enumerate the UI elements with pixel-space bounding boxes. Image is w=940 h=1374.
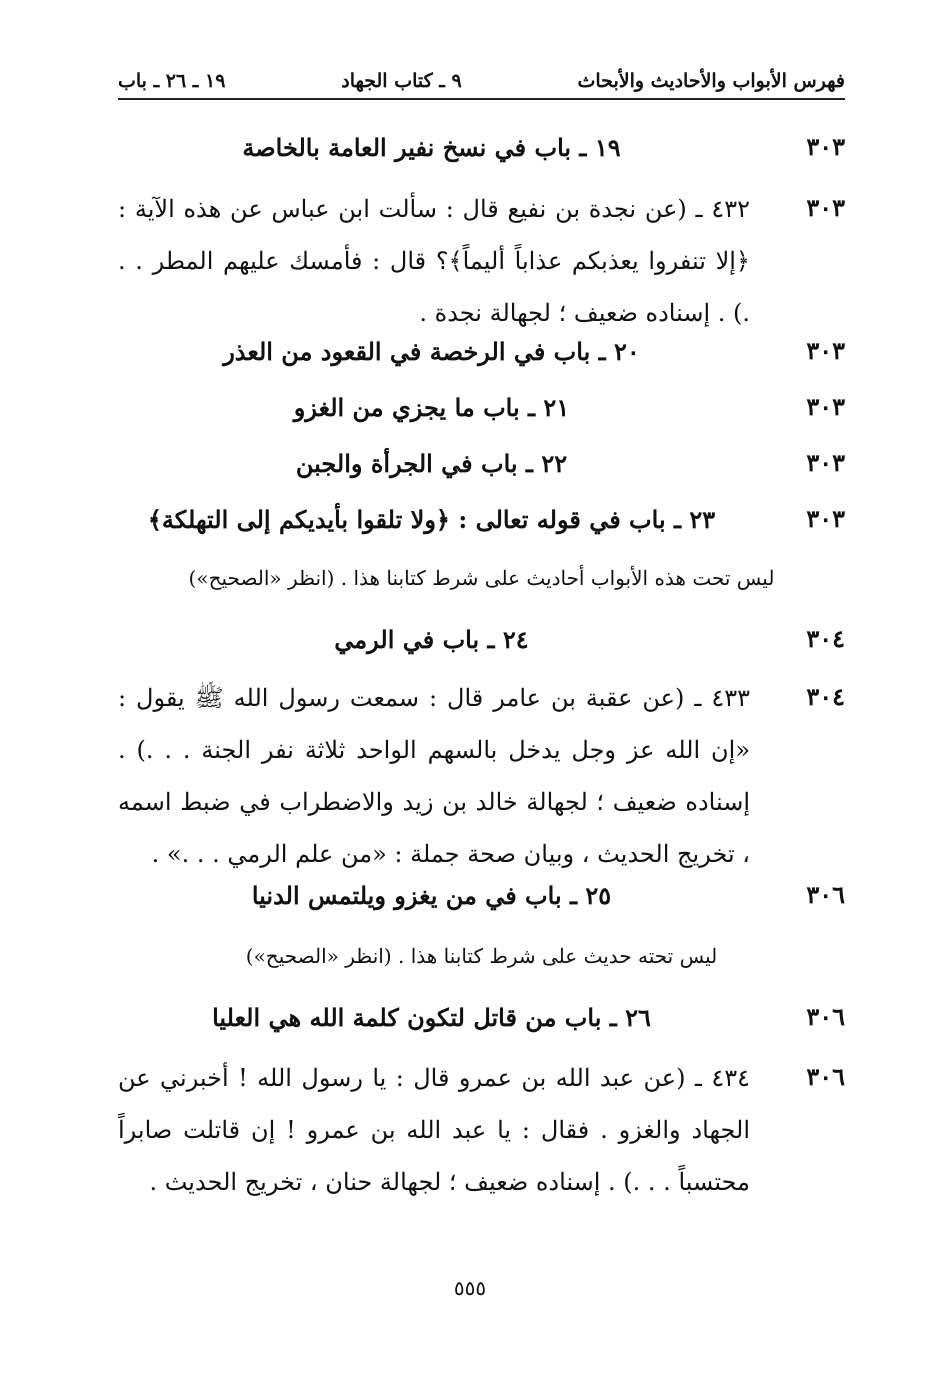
entry-page-number: ٣٠٣ (806, 448, 845, 477)
entry-page-number: ٣٠٦ (806, 880, 845, 909)
hadith-entry: ٤٣٣ ـ (عن عقبة بن عامر قال : سمعت رسول الله ﷺ يقول : «إن الله عز وجل يدخل بالسهم الواحد ثلاثة نفر الجنة . . .) . إسناده ضعيف ؛ لجهالة خالد بن زيد والاضطراب في ضبط اسمه ، تخريج الحديث ، وبيان صحة جملة : «من علم الرمي . . .» . (118, 684, 750, 868)
header-range: ١٩ ـ ٢٦ ـ باب (118, 70, 226, 92)
hadith-entry: ٤٣٤ ـ (عن عبد الله بن عمرو قال : يا رسول الله ! أخبرني عن الجهاد والغزو . فقال : يا عبد الله بن عمرو ! إن قاتلت صابراً محتسباً . . .) . إسناده ضعيف ؛ لجهالة حنان ، تخريج الحديث . (118, 1064, 750, 1196)
chapter-heading: ١٩ ـ باب في نسخ نفير العامة بالخاصة (242, 133, 621, 162)
chapter-heading: ٢١ ـ باب ما يجزي من الغزو (293, 393, 570, 422)
entry-page-number: ٣٠٦ (806, 1062, 845, 1091)
entry-page-number: ٣٠٣ (806, 193, 845, 222)
chapter-heading: ٢٢ ـ باب في الجرأة والجبن (295, 449, 568, 478)
entry-page-number: ٣٠٣ (806, 132, 845, 161)
index-entry (118, 614, 845, 666)
header-section-title: فهرس الأبواب والأحاديث والأبحاث (577, 70, 845, 92)
chapter-heading: ٢٤ ـ باب في الرمي (334, 625, 529, 654)
page-number: ٥٥٥ (453, 1276, 487, 1300)
chapter-heading: ٢٠ ـ باب في الرخصة في القعود من العذر (223, 337, 640, 366)
hadith-entry: ٤٣٢ ـ (عن نجدة بن نفيع قال : سألت ابن عباس عن هذه الآية : ﴿إلا تنفروا يعذبكم عذاباً أليماً﴾؟ قال : فأمسك عليهم المطر . . .) . إسناده ضعيف ؛ لجهالة نجدة . (118, 195, 750, 327)
index-entry (118, 438, 845, 490)
chapter-heading: ٢٣ ـ باب في قوله تعالى : ﴿ولا تلقوا بأيديكم إلى التهلكة﴾ (147, 505, 716, 534)
index-entry (118, 870, 845, 922)
index-entry (118, 992, 845, 1044)
editor-note: ليس تحت هذه الأبواب أحاديث على شرط كتابنا هذا . (انظر «الصحيح») (188, 566, 775, 590)
index-entry (118, 122, 845, 174)
header-chapter-title: ٩ ـ كتاب الجهاد (341, 70, 462, 92)
index-entry (118, 326, 845, 378)
index-entry (118, 382, 845, 434)
index-entry (118, 672, 845, 880)
chapter-heading: ٢٥ ـ باب في من يغزو ويلتمس الدنيا (251, 881, 612, 910)
index-entry (118, 494, 845, 546)
editor-note: ليس تحته حديث على شرط كتابنا هذا . (انظر «الصحيح») (245, 944, 718, 968)
running-header (118, 66, 845, 100)
chapter-heading: ٢٦ ـ باب من قاتل لتكون كلمة الله هي العليا (212, 1003, 651, 1032)
entry-page-number: ٣٠٣ (806, 504, 845, 533)
entry-page-number: ٣٠٦ (806, 1002, 845, 1031)
index-entry (118, 1052, 845, 1208)
index-entry (118, 183, 845, 339)
entry-page-number: ٣٠٣ (806, 336, 845, 365)
entry-page-number: ٣٠٤ (806, 624, 845, 653)
entry-page-number: ٣٠٣ (806, 392, 845, 421)
entry-page-number: ٣٠٤ (806, 682, 845, 711)
